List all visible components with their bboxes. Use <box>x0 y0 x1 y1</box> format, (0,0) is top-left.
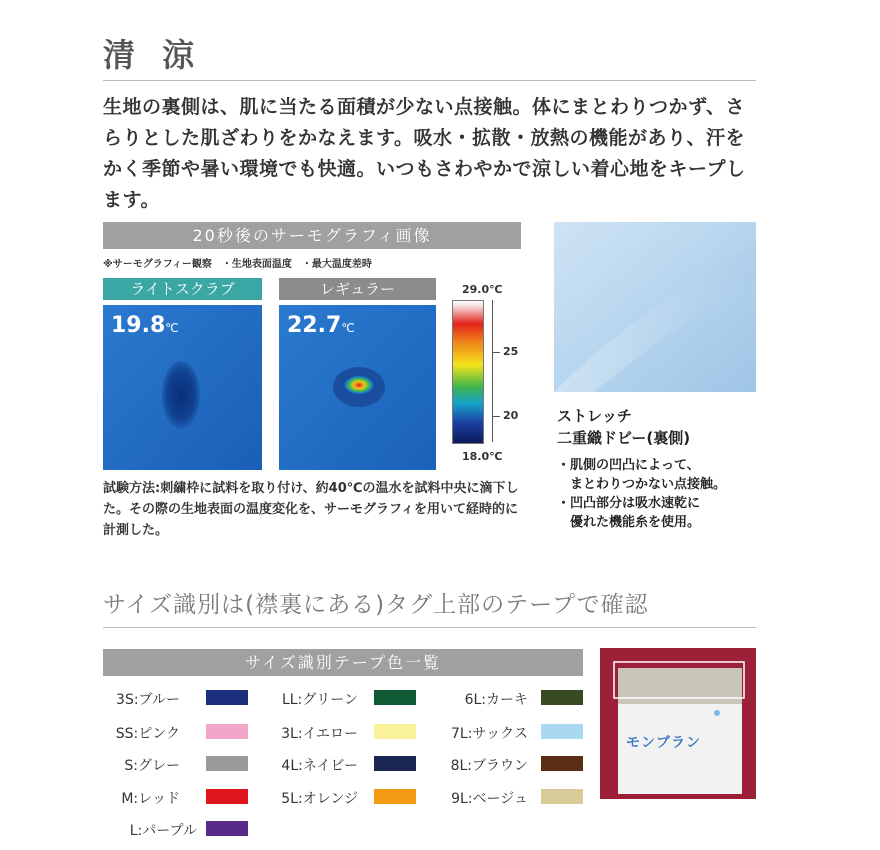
scale-bottom-label: 18.0℃ <box>462 450 503 463</box>
tag-photo <box>600 648 756 799</box>
temp-unit: ℃ <box>341 321 355 335</box>
swatch-color <box>374 690 416 705</box>
swatch-color <box>541 789 583 804</box>
swatch-label: SS:ピンク <box>115 726 180 742</box>
swatch-color <box>206 756 248 771</box>
tape-color-band: サイズ識別テープ色一覧 <box>103 649 583 676</box>
temp-value: 22.7 <box>287 313 342 338</box>
panel-label-regular: レギュラー <box>279 278 436 300</box>
fabric-title-line2: 二重織ドビー(裏側) <box>557 429 691 447</box>
panel-label-light-scrub: ライトスクラブ <box>103 278 262 300</box>
swatch-color <box>206 821 248 836</box>
temp-value: 19.8 <box>111 313 166 338</box>
scale-label-25: 25 <box>503 345 519 358</box>
tag-svg <box>600 648 756 799</box>
fabric-bullet: まとわりつかない点接触。 <box>557 477 727 492</box>
swatch-label: S:グレー <box>124 758 180 774</box>
section-title-seiryo: 清 涼 <box>103 36 203 74</box>
swatch-color <box>374 789 416 804</box>
fabric-bullet: ・凹凸部分は吸水速乾に <box>557 496 701 511</box>
temp-unit: ℃ <box>165 321 179 335</box>
thermography-band: 20秒後のサーモグラフィ画像 <box>103 222 521 249</box>
swatch-label: M:レッド <box>121 791 180 807</box>
intro-paragraph: 生地の裏側は、肌に当たる面積が少ない点接触。体にまとわりつかず、さらりとした肌ざわりをかなえます。吸水・拡散・放熱の機能があり、汗をかく季節や暑い環境でも快適。いつもさわやかで涼しい着心地をキープします。 <box>103 96 746 211</box>
swatch-label: 8L:ブラウン <box>450 758 528 774</box>
fabric-bullet: 優れた機能糸を使用。 <box>557 515 701 530</box>
swatch-color <box>541 756 583 771</box>
swatch-label: 3L:イエロー <box>281 726 358 742</box>
size-heading: サイズ識別は(襟裏にある)タグ上部のテープで確認 <box>103 592 649 618</box>
swatch-color <box>541 690 583 705</box>
swatch-color <box>206 690 248 705</box>
swatch-label: L:パープル <box>129 823 197 839</box>
swatch-label: 9L:ベージュ <box>451 791 528 807</box>
swatch-color <box>541 724 583 739</box>
scale-top-label: 29.0℃ <box>462 283 503 296</box>
swatch-label: 6L:カーキ <box>464 692 528 708</box>
swatch-label: 3S:ブルー <box>116 692 180 708</box>
swatch-label: 4L:ネイビー <box>281 758 358 774</box>
fabric-title-line1: ストレッチ <box>557 407 632 425</box>
tag-brand-logo: モンブラン <box>626 735 701 751</box>
swatch-color <box>374 756 416 771</box>
scale-label-20: 20 <box>503 409 519 422</box>
swatch-label: LL:グリーン <box>281 692 358 708</box>
swatch-label: 7L:サックス <box>450 726 528 742</box>
fabric-bullet: ・肌側の凹凸によって、 <box>557 458 700 473</box>
swatch-color <box>374 724 416 739</box>
thermography-note: ※サーモグラフィー観察 ・生地表面温度 ・最大温度差時 <box>103 259 372 270</box>
swatch-color <box>206 789 248 804</box>
test-method-text: 試験方法:刺繍枠に試料を取り付け、約40℃の温水を試料中央に滴下した。その際の生地表面の温度変化を、サーモグラフィを用いて経時的に計測した。 <box>103 481 519 538</box>
swatch-color <box>206 724 248 739</box>
swatch-label: 5L:オレンジ <box>281 791 358 807</box>
